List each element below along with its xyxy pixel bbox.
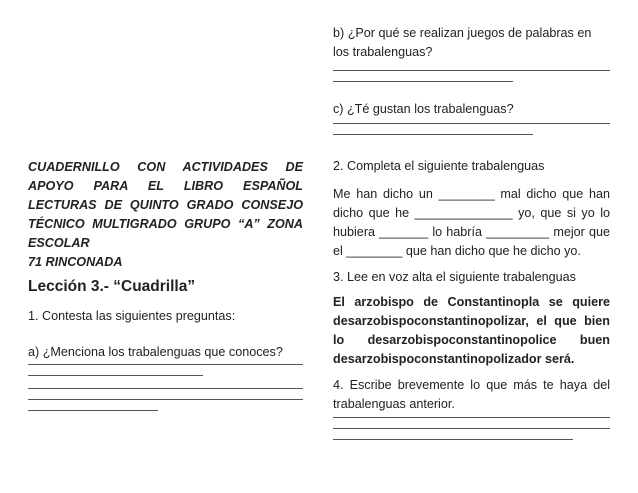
answer-line[interactable] (28, 364, 303, 365)
answer-line[interactable] (28, 410, 158, 411)
instruction-3: 3. Lee en voz alta el siguiente trabalenguas (333, 270, 576, 284)
answer-line[interactable] (333, 81, 513, 82)
answer-line[interactable] (333, 134, 533, 135)
answer-line[interactable] (28, 399, 303, 400)
answer-line[interactable] (333, 439, 573, 440)
left-column (28, 158, 303, 411)
question-a: a) ¿Menciona los trabalenguas que conoces? (28, 345, 283, 359)
tongue-twister-fill-in: Me han dicho un ________ mal dicho que han dicho que he ______________ yo, que si yo lo hubiera _______ lo habría _________ mejor que el ________ que han dicho que he dicho yo. (333, 187, 610, 258)
answer-line[interactable] (28, 375, 203, 376)
answer-line[interactable] (333, 70, 610, 71)
answer-line[interactable] (333, 417, 610, 418)
lesson-title: Lección 3.- “Cuadrilla” (28, 278, 196, 295)
tongue-twister-bold: El arzobispo de Constantinopla se quiere desarzobispoconstantinopolizar, el que bien lo desarzobispoconstantinopolice buen desarzobispoconstantinopolizador será. (333, 295, 610, 366)
instruction-4: 4. Escribe brevemente lo que más te haya del trabalenguas anterior. (333, 378, 610, 411)
answer-line[interactable] (28, 388, 303, 389)
answer-line[interactable] (333, 123, 610, 124)
question-c: c) ¿Té gustan los trabalenguas? (333, 102, 514, 116)
workbook-header-last-line: 71 RINCONADA (28, 255, 123, 269)
right-column (333, 24, 610, 440)
workbook-header (28, 158, 303, 272)
instruction-2: 2. Completa el siguiente trabalenguas (333, 159, 545, 173)
instruction-1: 1. Contesta las siguientes preguntas: (28, 309, 236, 323)
question-b: b) ¿Por qué se realizan juegos de palabras en los trabalenguas? (333, 26, 592, 59)
answer-line[interactable] (333, 428, 610, 429)
workbook-header-text: CUADERNILLO CON ACTIVIDADES DE APOYO PARA EL LIBRO ESPAÑOL LECTURAS DE QUINTO GRADO CONSEJO TÉCNICO MULTIGRADO GRUPO “A” ZONA ESCOLAR (28, 160, 303, 250)
